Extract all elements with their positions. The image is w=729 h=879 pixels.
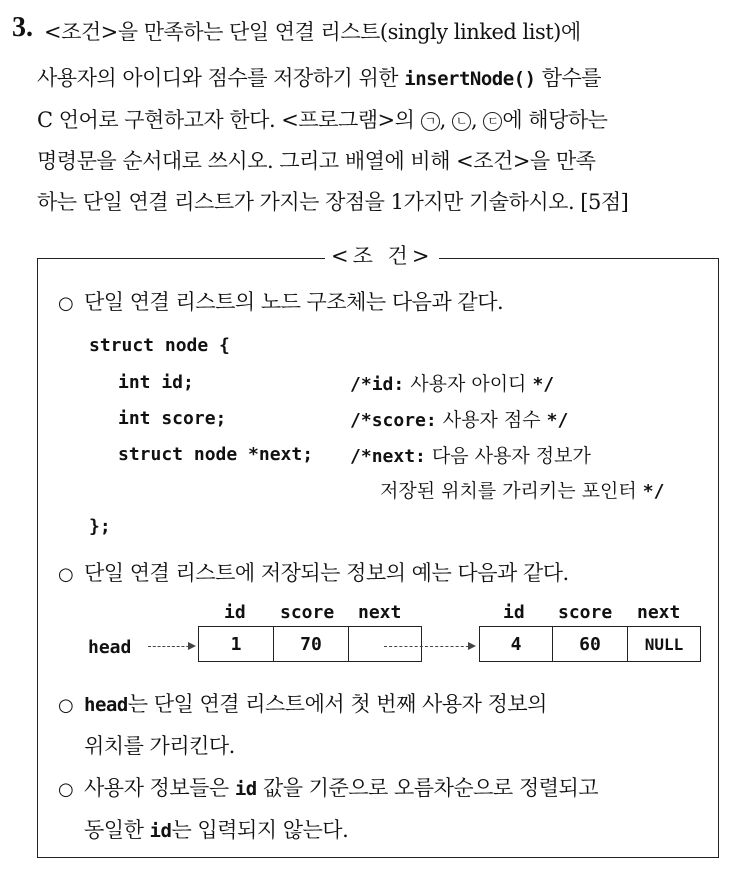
head-arrow-icon	[148, 646, 194, 647]
conditions-title: <조 건>	[325, 240, 439, 270]
comment-next-cont: 저장된 위치를 가리키는 포인터 */	[380, 480, 665, 502]
comment-score: /*score: 사용자 점수 */	[350, 409, 569, 431]
question-line-4: 명령문을 순서대로 쓰시오. 그리고 배열에 비해 <조건>을 만족	[37, 149, 596, 173]
question-line-3: C 언어로 구현하고자 한다. <프로그램>의 ㄱ , ㄴ , ㄷ 에 해당하는	[37, 108, 608, 132]
comment-next: /*next: 다음 사용자 정보가	[350, 445, 591, 467]
node-1	[198, 626, 422, 662]
circled-marker-2-icon: ㄴ	[452, 112, 471, 131]
struct-open: struct node {	[89, 335, 230, 356]
field-next: struct node *next;	[118, 444, 314, 465]
header-id-2: id	[503, 602, 525, 623]
header-score-1: score	[280, 602, 335, 623]
condition-4: ○ 사용자 정보들은 id 값을 기준으로 오름차순으로 정렬되고	[58, 776, 599, 800]
question-line-5: 하는 단일 연결 리스트가 가지는 장점을 1가지만 기술하시오. [5점]	[37, 190, 629, 214]
bullet-icon: ○	[58, 779, 74, 800]
node-2	[479, 626, 701, 662]
header-score-2: score	[558, 602, 613, 623]
circled-marker-1-icon: ㄱ	[421, 112, 440, 131]
node-2-next: NULL	[628, 627, 701, 662]
field-score: int score;	[118, 408, 227, 429]
node-2-id: 4	[480, 627, 553, 662]
bullet-icon: ○	[58, 564, 74, 585]
bullet-icon: ○	[58, 695, 74, 716]
header-next-2: next	[637, 602, 681, 623]
question-text: <조건>을 만족하는 단일 연결 리스트(singly linked list)에	[44, 20, 581, 44]
question-number: 3.	[12, 12, 33, 43]
condition-3: ○ head는 단일 연결 리스트에서 첫 번째 사용자 정보의	[58, 692, 547, 716]
header-next-1: next	[358, 602, 402, 623]
node-1-score: 70	[274, 627, 349, 662]
node-2-score: 60	[553, 627, 628, 662]
field-id: int id;	[118, 372, 194, 393]
node-1-id: 1	[199, 627, 274, 662]
function-name: insertNode()	[404, 68, 536, 90]
node-1-next	[349, 627, 422, 662]
header-id-1: id	[224, 602, 246, 623]
condition-3-cont: 위치를 가리킨다.	[84, 734, 235, 758]
circled-marker-3-icon: ㄷ	[483, 112, 502, 131]
question-line-2: 사용자의 아이디와 점수를 저장하기 위한 insertNode() 함수를	[37, 66, 602, 90]
condition-1: ○ 단일 연결 리스트의 노드 구조체는 다음과 같다.	[58, 290, 504, 314]
condition-4-cont: 동일한 id는 입력되지 않는다.	[84, 818, 349, 842]
head-label: head	[88, 637, 132, 658]
bullet-icon: ○	[58, 293, 74, 314]
comment-id: /*id: 사용자 아이디 */	[350, 373, 555, 395]
question-line-1	[44, 16, 581, 46]
condition-2: ○ 단일 연결 리스트에 저장되는 정보의 예는 다음과 같다.	[58, 561, 569, 585]
struct-close: };	[89, 516, 111, 537]
next-arrow-icon	[384, 646, 474, 647]
